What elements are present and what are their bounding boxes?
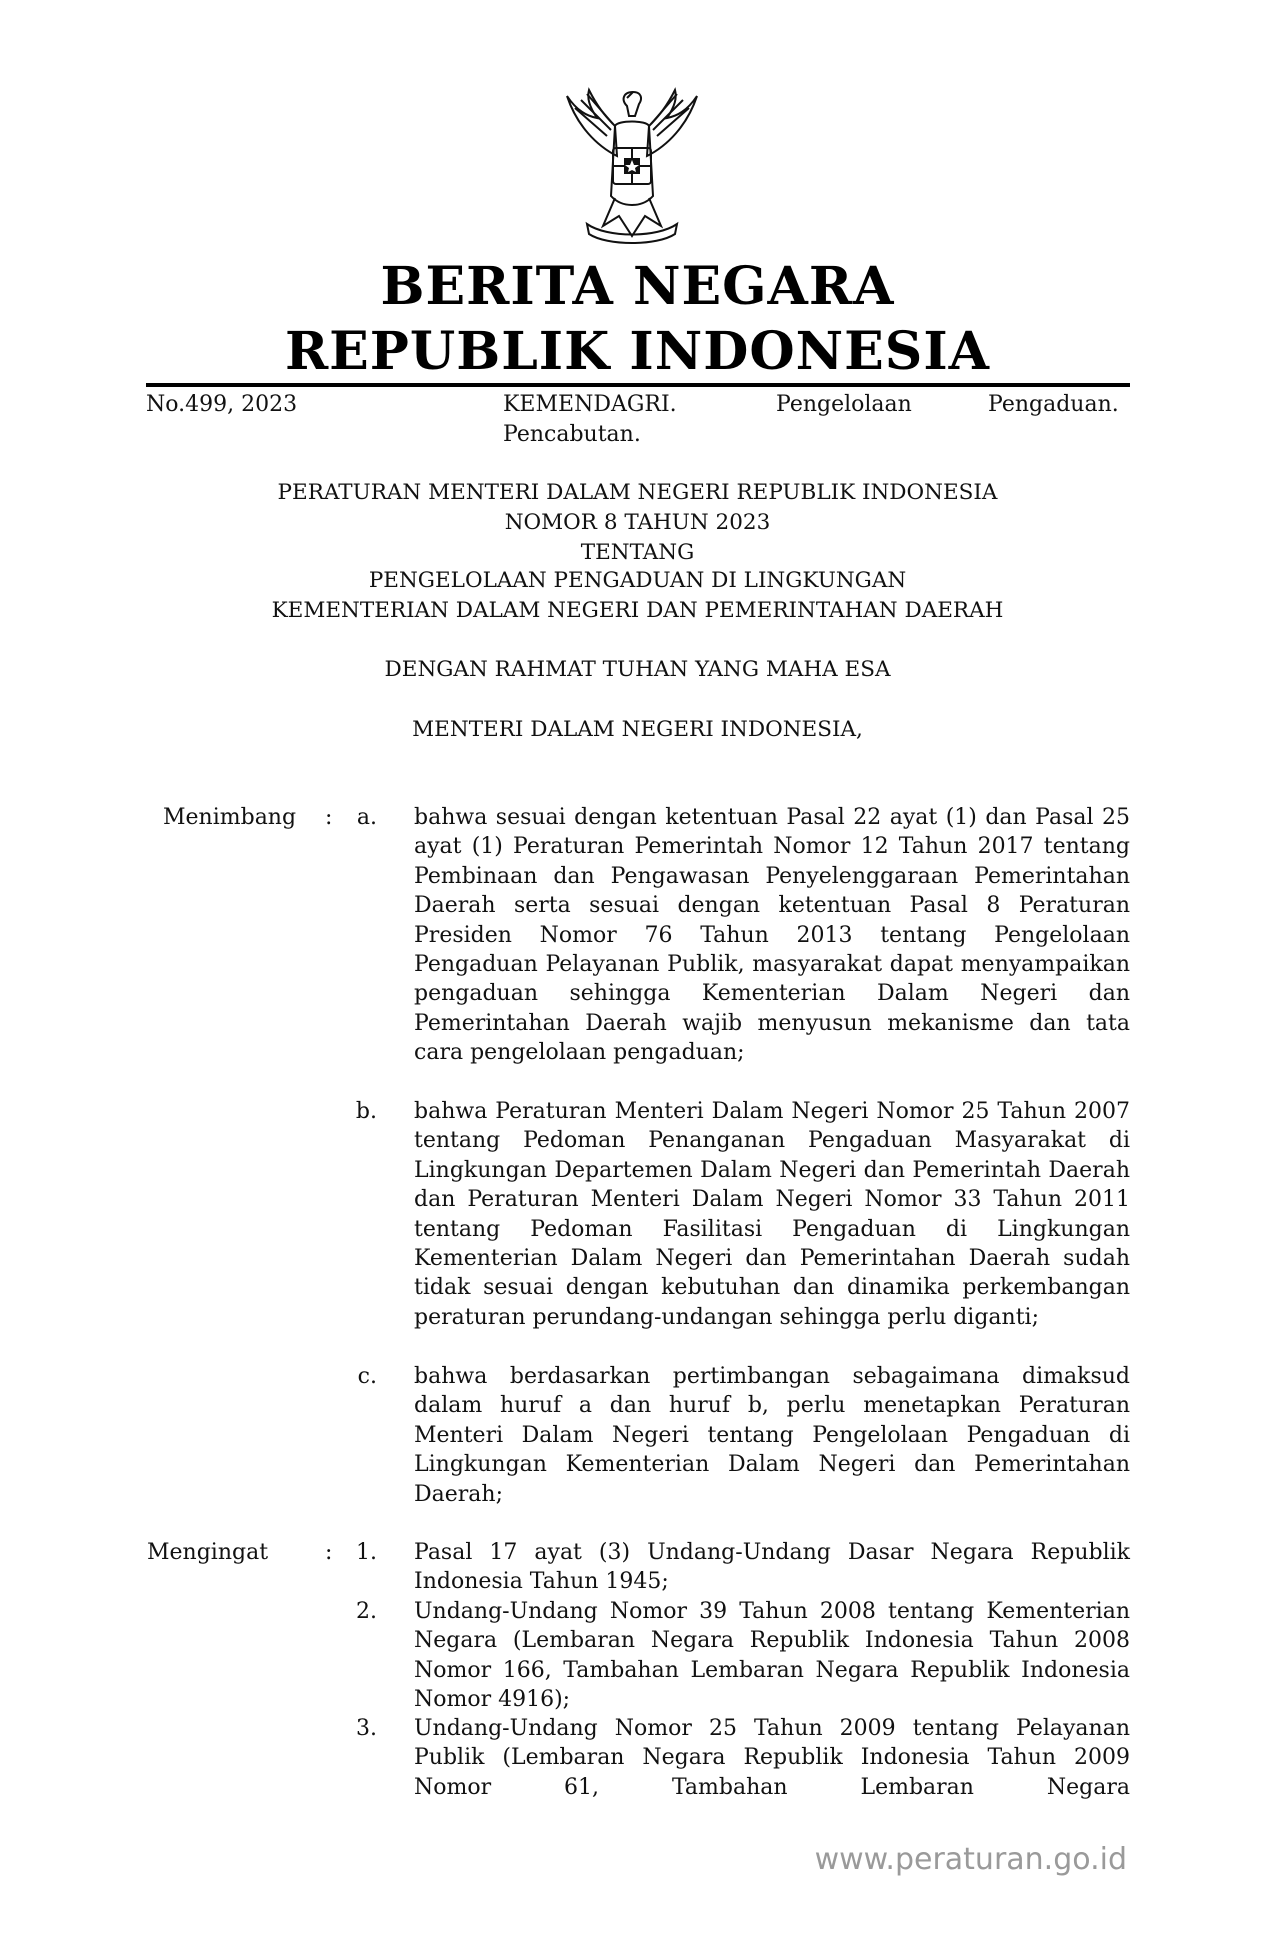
mengingat-item-1: Pasal 17 ayat (3) Undang-Undang Dasar Negara Republik Indonesia Tahun 1945; <box>414 1540 1130 1595</box>
mengingat-marker-3: 3. <box>356 1716 377 1741</box>
mengingat-marker-1: 1. <box>356 1540 377 1565</box>
subject-keyword-2: Pengaduan. <box>988 392 1119 417</box>
menimbang-label: Menimbang <box>163 805 297 830</box>
regulation-line-4: PENGELOLAAN PENGADUAN DI LINGKUNGAN <box>368 568 907 593</box>
subject-keyword-3: Pencabutan. <box>503 422 641 447</box>
menimbang-item-b: bahwa Peraturan Menteri Dalam Negeri Nomor 25 Tahun 2007 tentang Pedoman Penanganan Pengaduan Masyarakat di Lingkungan Departemen Dalam Negeri dan Pemerintah Daerah dan Peraturan Menteri Dalam Negeri Nomor 33 Tahun 2011 tentang Pedoman Fasilitasi Pengaduan di Lingkungan Kementerian Dalam Negeri dan Pemerintahan Daerah sudah tidak sesuai dengan kebutuhan dan dinamika perkembangan peraturan perundang-undangan sehingga perlu diganti; <box>414 1099 1130 1330</box>
regulation-line-3: TENTANG <box>580 540 695 565</box>
blessing: DENGAN RAHMAT TUHAN YANG MAHA ESA <box>384 657 891 682</box>
subject-keyword-1: Pengelolaan <box>776 392 912 417</box>
document-title-line1: BERITA NEGARA <box>380 256 895 317</box>
mengingat-item-2: Undang-Undang Nomor 39 Tahun 2008 tentang Kementerian Negara (Lembaran Negara Republik Indonesia Tahun 2008 Nomor 166, Tambahan Lembaran Negara Republik Indonesia Nomor 4916); <box>414 1599 1130 1713</box>
regulation-line-2: NOMOR 8 TAHUN 2023 <box>504 510 771 535</box>
source-watermark: www.peraturan.go.id <box>814 1842 1127 1877</box>
menimbang-item-c: bahwa berdasarkan pertimbangan sebagaimana dimaksud dalam huruf a dan huruf b, perlu menetapkan Peraturan Menteri Dalam Negeri tentang Pengelolaan Pengaduan di Lingkungan Kementerian Dalam Negeri dan Pemerintahan Daerah; <box>414 1364 1130 1507</box>
gazette-number: No.499, 2023 <box>146 392 298 417</box>
mengingat-item-3: Undang-Undang Nomor 25 Tahun 2009 tentang Pelayanan Publik (Lembaran Negara Republik Indonesia Tahun 2009 Nomor 61, Tambahan Lembaran Negara <box>414 1716 1130 1800</box>
menimbang-colon: : <box>325 805 333 830</box>
regulation-line-5: KEMENTERIAN DALAM NEGERI DAN PEMERINTAHAN DAERAH <box>271 598 1004 623</box>
menimbang-marker-a: a. <box>356 805 377 830</box>
garuda-emblem-icon <box>557 86 707 246</box>
mengingat-colon: : <box>325 1540 333 1565</box>
mengingat-marker-2: 2. <box>356 1599 377 1624</box>
menimbang-marker-b: b. <box>355 1099 377 1124</box>
title-divider <box>146 383 1130 387</box>
document-title-line2: REPUBLIK INDONESIA <box>284 321 991 382</box>
agency: KEMENDAGRI. <box>503 392 677 417</box>
mengingat-label: Mengingat <box>147 1540 269 1565</box>
regulation-line-1: PERATURAN MENTERI DALAM NEGERI REPUBLIK INDONESIA <box>277 480 998 505</box>
menimbang-marker-c: c. <box>357 1364 377 1389</box>
menimbang-item-a: bahwa sesuai dengan ketentuan Pasal 22 ayat (1) dan Pasal 25 ayat (1) Peraturan Pemerintah Nomor 12 Tahun 2017 tentang Pembinaan dan Pengawasan Penyelenggaraan Pemerintahan Daerah serta sesuai dengan ketentuan Pasal 8 Peraturan Presiden Nomor 76 Tahun 2013 tentang Pengelolaan Pengaduan Pelayanan Publik, masyarakat dapat menyampaikan pengaduan sehingga Kementerian Dalam Negeri dan Pemerintahan Daerah wajib menyusun mekanisme dan tata cara pengelolaan pengaduan; <box>414 805 1130 1066</box>
issuer: MENTERI DALAM NEGERI INDONESIA, <box>412 717 863 742</box>
